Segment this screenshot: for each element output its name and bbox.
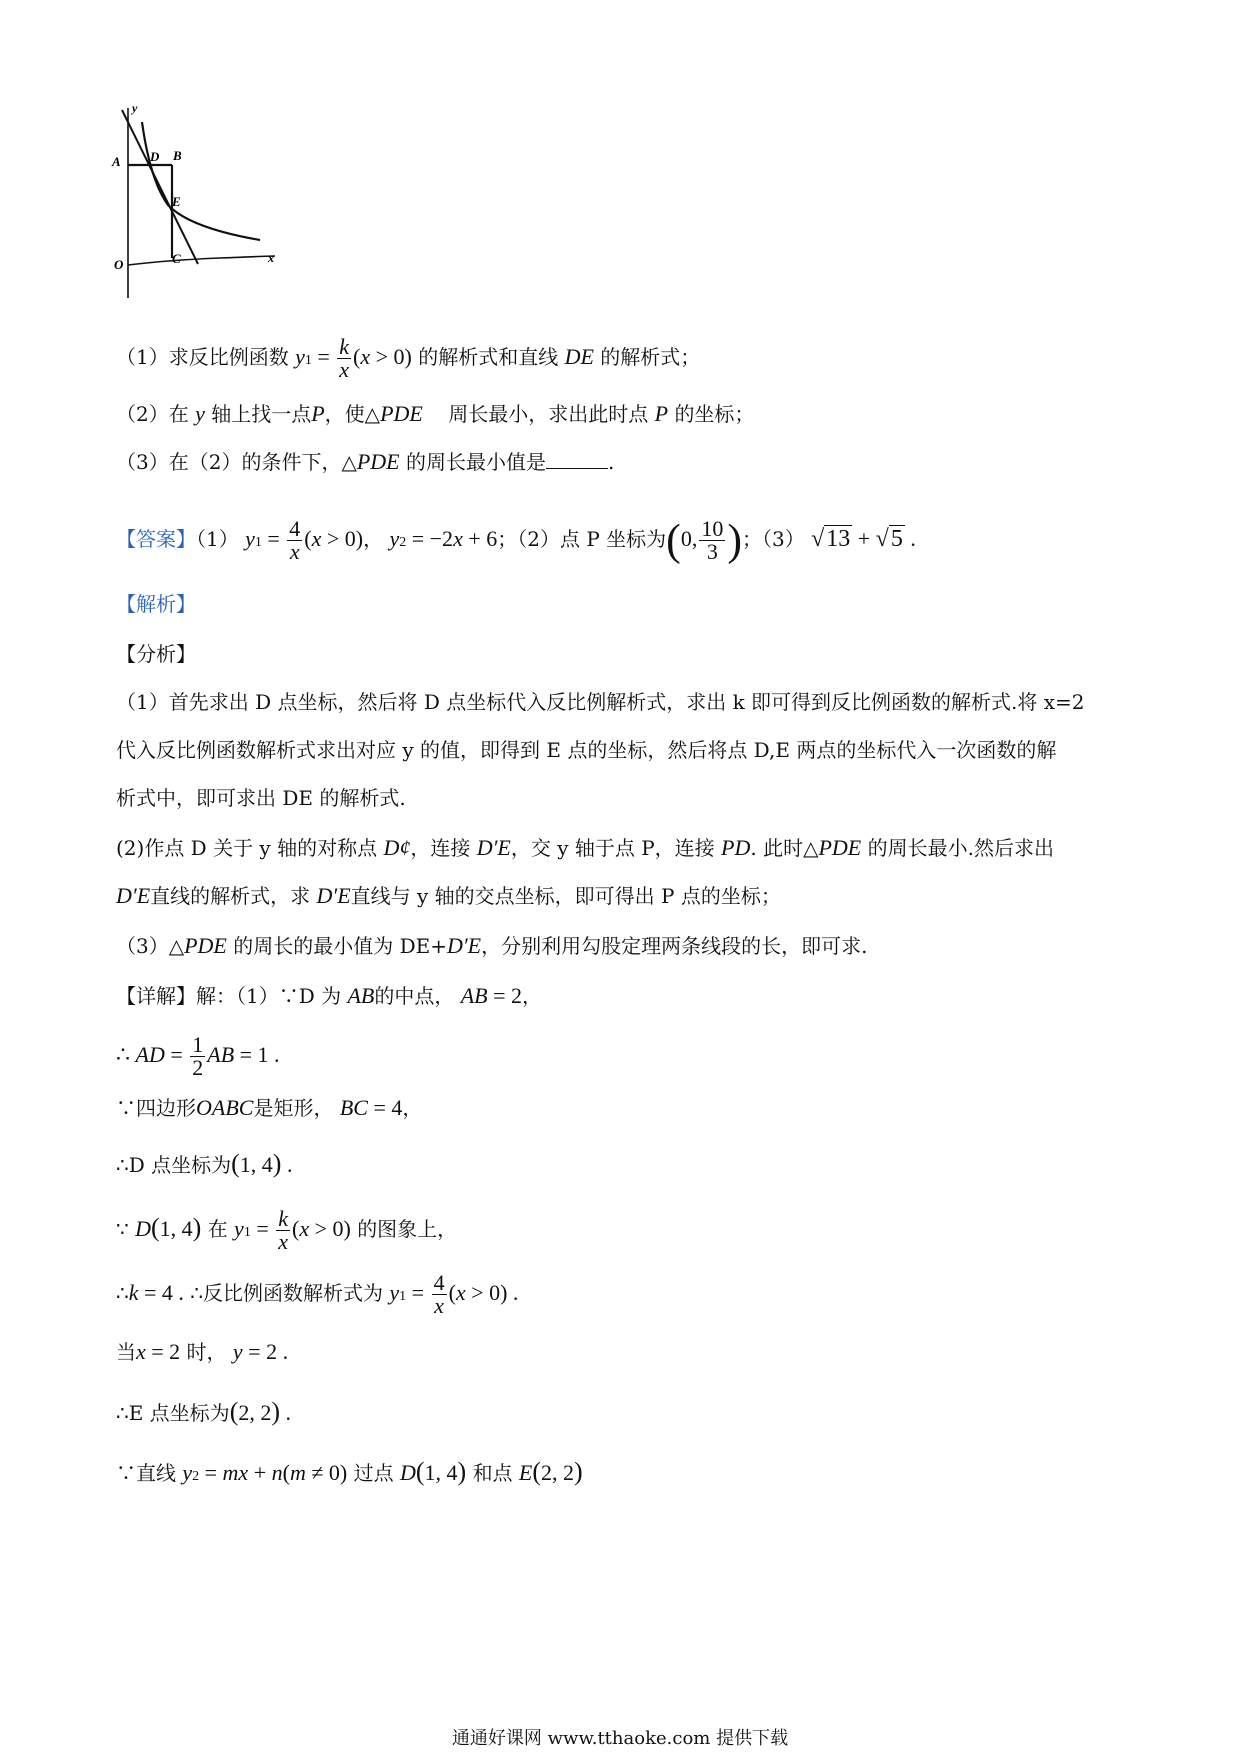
answer-blank (546, 450, 608, 469)
hyperbola-curve (142, 122, 260, 240)
label-y: y (132, 101, 138, 115)
page-footer: 通通好课网 www.tthaoke.com 提供下载 (451, 1728, 789, 1749)
detail-line-6: ∴k = 4 . ∴反比例函数解析式为 y1 = $\frac{4}{x}$ (x > 0) . (116, 1270, 519, 1318)
question-3: （3）在（2）的条件下，△PDE 的周长最小值是 . (116, 449, 615, 474)
detail-line-9: ∵直线 y2 = mx + n(m ≠ 0) 过点 D(1, 4) 和点 E(2, 2) (116, 1457, 583, 1486)
label-o: O (114, 257, 124, 272)
analysis-para1-line3: 析式中，即可求出 DE 的解析式. (116, 786, 406, 810)
analysis-tag: 【解析】 (116, 592, 196, 616)
detail-line-1: 【详解】解：（1）∵D 为 AB的中点， AB = 2， (116, 983, 543, 1008)
question-1: （1）求反比例函数 y1 = $\frac{k}{x}$ (x > 0) 的解析式和直线 DE 的解析式； (116, 334, 701, 382)
detail-line-2: ∴ AD = $\frac{1}{2}$ AB = 1 . (116, 1032, 280, 1080)
analysis-para3: （3）△PDE 的周长的最小值为 DE+D′E，分别利用勾股定理两条线段的长，即可求. (116, 933, 868, 958)
analysis-para2-line1: (2)作点 D 关于 y 轴的对称点 D¢，连接 D′E，交 y 轴于点 P，连接 PD. 此时△PDE 的周长最小.然后求出 (116, 835, 1054, 860)
label-a: A (112, 154, 121, 169)
label-x: x (268, 251, 274, 265)
question-2: （2）在 y 轴上找一点P，使△PDE 周长最小，求出此时点 P 的坐标； (116, 401, 755, 426)
function-graph-figure (110, 100, 320, 305)
detail-line-3: ∵四边形OABC是矩形， BC = 4， (116, 1095, 423, 1120)
label-c: C (172, 251, 181, 266)
detail-line-4: ∴D 点坐标为(1, 4) . (116, 1149, 293, 1178)
label-b: B (173, 148, 182, 163)
detail-line-8: ∴E 点坐标为(2, 2) . (116, 1397, 292, 1426)
x-axis (128, 256, 275, 265)
answer-tag: 【答案】 (116, 527, 196, 551)
detail-line-7: 当x = 2 时， y = 2 . (116, 1339, 289, 1364)
detail-line-5: ∵ D(1, 4) 在 y1 = $\frac{k}{x}$ (x > 0) 的图象上， (116, 1206, 458, 1254)
answer-line: 【答案】（1） y1 = $\frac{4}{x}$ (x > 0)， y2 = −2x + 6；（2）点 P 坐标为(0, $\frac{10}{3}$ )；（3） √13 + √5 . (116, 515, 916, 565)
label-d: D (150, 149, 160, 164)
analysis-para2-line2: D′E直线的解析式，求 D′E直线与 y 轴的交点坐标，即可得出 P 点的坐标； (116, 883, 781, 908)
analysis-para1-line2: 代入反比例函数解析式求出对应 y 的值，即得到 E 点的坐标，然后将点 D,E 两点的坐标代入一次函数的解 (116, 738, 1057, 762)
label-e: E (172, 194, 181, 209)
line-de (122, 110, 198, 264)
fenxi-tag: 【分析】 (116, 642, 196, 666)
analysis-para1-line1: （1）首先求出 D 点坐标，然后将 D 点坐标代入反比例解析式，求出 k 即可得到反比例函数的解析式.将 x=2 (116, 690, 1085, 714)
